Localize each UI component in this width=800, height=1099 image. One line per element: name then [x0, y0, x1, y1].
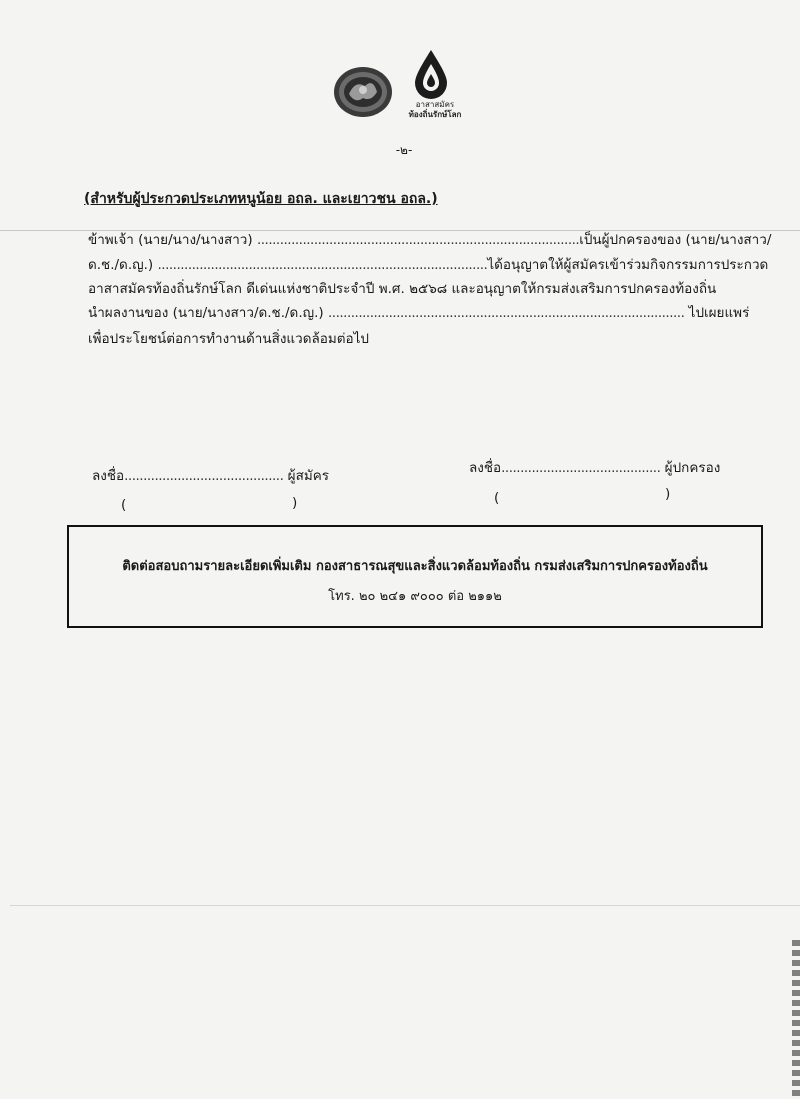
child-name-field[interactable]: ....................................................................................... [157, 257, 488, 273]
ministry-seal-logo [333, 66, 393, 118]
guardian-signature-field[interactable]: .......................................... [501, 460, 661, 476]
page-number: -๒- [395, 143, 413, 157]
paper-fold [10, 905, 800, 906]
guardian-of-label: เป็นผู้ปกครองของ (นาย/นางสาว/ [579, 232, 772, 248]
form-line-1 [88, 228, 771, 250]
contact-info: ติดต่อสอบถามรายละเอียดเพิ่มเติม กองสาธารณสุขและสิ่งแวดล้อมท้องถิ่น กรมส่งเสริมการปกครองท้องถิ่น [122, 559, 708, 574]
applicant-sign-label: ลงชื่อ [92, 468, 125, 484]
guardian-name-field[interactable]: ..................................................................................... [256, 232, 580, 248]
guardian-open-paren: ( [494, 490, 500, 506]
guardian-label: ผู้ปกครอง [664, 460, 721, 476]
applicant-close-paren: ) [292, 495, 298, 511]
guardian-close-paren: ) [665, 486, 671, 502]
applicant-open-paren: ( [121, 497, 127, 513]
form-line-4 [88, 301, 749, 323]
logo-caption [400, 100, 470, 120]
publish-label: ไปเผยแพร่ [688, 305, 750, 321]
child-title-label: ด.ช./ด.ญ.) [88, 257, 154, 273]
logo-caption-line1: อาสาสมัคร [415, 100, 455, 109]
permission-label: ได้อนุญาตให้ผู้สมัครเข้าร่วมกิจกรรมการประกวด [487, 257, 769, 273]
work-owner-field[interactable]: .............................................................................................. [327, 305, 685, 321]
form-line-2 [88, 253, 768, 275]
water-drop-logo [411, 48, 451, 100]
form-heading: (สำหรับผู้ประกวดประเภทหนูน้อย อถล. และเยาวชน อถล.) [84, 191, 438, 207]
applicant-label: ผู้สมัคร [287, 468, 330, 484]
form-line-3: อาสาสมัครท้องถิ่นรักษ์โลก ดีเด่นแห่งชาติประจำปี พ.ศ. ๒๕๖๘ และอนุญาตให้กรมส่งเสริมการปกครองท้องถิ่น [88, 281, 717, 297]
logo-caption-line2: ท้องถิ่นรักษ์โลก [408, 110, 462, 119]
applicant-signature-line [92, 464, 329, 486]
guardian-signature-line [469, 456, 720, 478]
contact-box [67, 525, 763, 628]
form-line-5: เพื่อประโยชน์ต่อการทำงานด้านสิ่งแวดล้อมต่อไป [88, 331, 369, 347]
guardian-name-label: ข้าพเจ้า (นาย/นาง/นางสาว) [88, 232, 253, 248]
scan-edge [792, 940, 800, 1099]
contact-phone: โทร. ๒๐ ๒๔๑ ๙๐๐๐ ต่อ ๒๑๑๒ [328, 589, 502, 604]
applicant-signature-field[interactable]: .......................................... [124, 468, 284, 484]
work-owner-label: นำผลงานของ (นาย/นางสาว/ด.ช./ด.ญ.) [88, 305, 324, 321]
guardian-sign-label: ลงชื่อ [469, 460, 502, 476]
